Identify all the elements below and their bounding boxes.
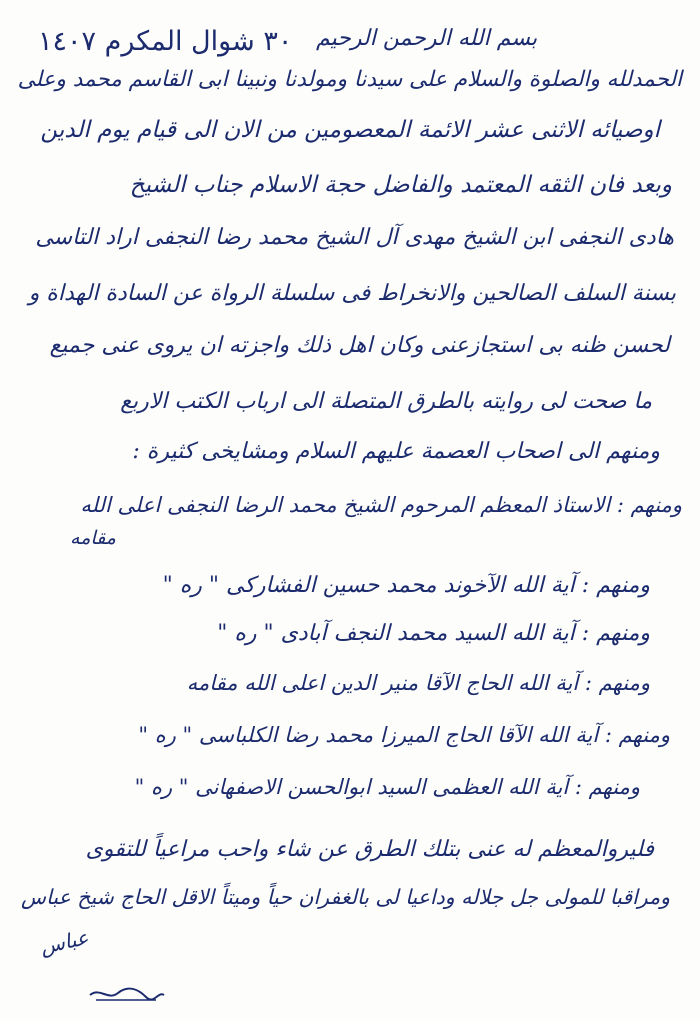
teacher-line-1: ومنهم : آية الله الآخوند محمد حسين الفشاركى " ره " xyxy=(162,573,650,598)
body-line-8: ومنهم الى اصحاب العصمة عليهم السلام ومشايخى كثيرة : xyxy=(132,439,660,464)
teacher-line-2: ومنهم : آية الله السيد محمد النجف آبادى " ره " xyxy=(217,621,650,646)
body-line-1: الحمدلله والصلوة والسلام على سيدنا ومولدنا ونبينا ابى القاسم محمد وعلى xyxy=(17,67,682,92)
body-line-3: وبعد فان الثقه المعتمد والفاضل حجة الاسلام جناب الشيخ xyxy=(129,172,672,198)
body-line-9: ومنهم : الاستاذ المعظم المرحوم الشيخ محمد الرضا النجفى اعلى الله xyxy=(80,493,682,517)
body-line-5: بسنة السلف الصالحين والانخراط فى سلسلة الرواة عن السادة الهداة و xyxy=(28,281,676,306)
body-line-7: ما صحت لى روايته بالطرق المتصلة الى ارباب الكتب الاربع xyxy=(120,389,652,414)
signature-mark xyxy=(86,985,166,1003)
signature-name: عباس xyxy=(38,925,91,959)
body-line-closing-1: فليروالمعظم له عنى بتلك الطرق عن شاء واحب مراعياً للتقوى xyxy=(85,837,654,862)
body-line-2: اوصيائه الاثنى عشر الائمة المعصومين من الان الى قيام يوم الدين xyxy=(40,117,660,143)
body-line-4: هادى النجفى ابن الشيخ مهدى آل الشيخ محمد رضا النجفى اراد التاسى xyxy=(35,225,674,250)
teacher-line-4: ومنهم : آية الله الآقا الحاج الميرزا محمد رضا الكلباسى " ره " xyxy=(138,723,670,747)
teacher-line-3: ومنهم : آية الله الحاج الآقا منير الدين اعلى الله مقامه xyxy=(186,671,650,695)
document-basmala: بسم الله الرحمن الرحيم xyxy=(316,26,538,51)
teacher-line-5: ومنهم : آية الله العظمى السيد ابوالحسن الاصفهانى " ره " xyxy=(134,775,640,799)
body-line-10: مقامه xyxy=(70,527,116,549)
body-line-6: لحسن ظنه بى استجازعنى وكان اهل ذلك واجزته ان يروى عنى جميع xyxy=(49,333,670,358)
body-line-closing-2: ومراقبا للمولى جل جلاله وداعيا لى بالغفران حياً وميتاً الاقل الحاج شيخ عباس xyxy=(21,885,670,909)
document-date: ٣٠ شوال المكرم ١٤٠٧ xyxy=(38,26,293,57)
